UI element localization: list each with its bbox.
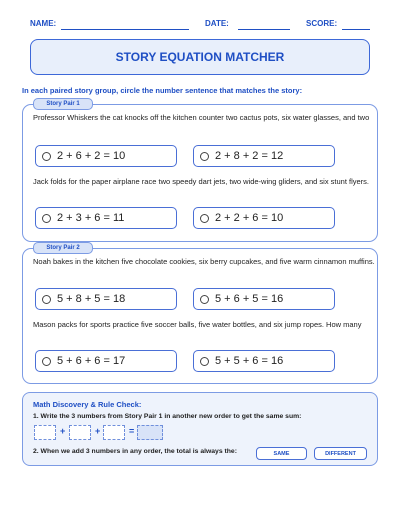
sum-box[interactable] [137, 425, 163, 440]
date-label: DATE: [205, 19, 229, 28]
story-pair-2-tab: Story Pair 2 [33, 242, 93, 254]
different-button[interactable]: DIFFERENT [314, 447, 367, 460]
score-label: SCORE: [306, 19, 338, 28]
instructions: In each paired story group, circle the number sentence that matches the story: [22, 86, 303, 95]
story-pair-1 [22, 104, 378, 242]
answer-circle-icon[interactable] [42, 214, 51, 223]
question-1: 1. Write the 3 numbers from Story Pair 1 in another new order to get the same sum: [33, 413, 302, 420]
answer-circle-icon[interactable] [200, 357, 209, 366]
page-title: STORY EQUATION MATCHER [30, 39, 370, 75]
equation-text: 2 + 6 + 2 = 10 [57, 150, 126, 162]
answer-circle-icon[interactable] [42, 152, 51, 161]
equation-text: 2 + 8 + 2 = 12 [215, 150, 284, 162]
answer-circle-icon[interactable] [200, 152, 209, 161]
equation-text: 2 + 2 + 6 = 10 [215, 212, 284, 224]
number-box-1[interactable] [34, 425, 56, 440]
equation-option[interactable] [193, 288, 335, 310]
worksheet-header [30, 19, 375, 33]
question-2: 2. When we add 3 numbers in any order, the total is always the: [33, 448, 237, 455]
equation-text: 5 + 8 + 5 = 18 [57, 293, 126, 305]
answer-circle-icon[interactable] [42, 357, 51, 366]
math-discovery-box [22, 392, 378, 466]
equation-option[interactable] [193, 350, 335, 372]
equation-text: 5 + 6 + 5 = 16 [215, 293, 284, 305]
equation-option[interactable] [193, 207, 335, 229]
answer-circle-icon[interactable] [200, 214, 209, 223]
equation-option[interactable] [35, 145, 177, 167]
story-pair-2 [22, 248, 378, 384]
number-box-2[interactable] [69, 425, 91, 440]
date-field[interactable] [238, 29, 290, 30]
plus-sign: + [60, 426, 66, 436]
answer-circle-icon[interactable] [42, 295, 51, 304]
discovery-title: Math Discovery & Rule Check: [33, 400, 142, 409]
same-button[interactable]: SAME [256, 447, 307, 460]
story-text: Noah bakes in the kitchen five chocolate cookies, six berry cupcakes, and five warm cinnamon muffins. [33, 257, 375, 266]
name-field[interactable] [61, 29, 189, 30]
equation-option[interactable] [193, 145, 335, 167]
equation-text: 5 + 6 + 6 = 17 [57, 355, 126, 367]
story-text: Professor Whiskers the cat knocks off the kitchen counter two cactus pots, six water glasses, and two [33, 113, 370, 122]
answer-circle-icon[interactable] [200, 295, 209, 304]
number-box-3[interactable] [103, 425, 125, 440]
score-field[interactable] [342, 29, 370, 30]
story-text: Jack folds for the paper airplane race two speedy dart jets, two wide-wing gliders, and six stunt flyers. [33, 177, 369, 186]
equation-text: 5 + 5 + 6 = 16 [215, 355, 284, 367]
equation-option[interactable] [35, 207, 177, 229]
story-text: Mason packs for sports practice five soccer balls, five water bottles, and six jump ropes. How many [33, 320, 362, 329]
equation-text: 2 + 3 + 6 = 11 [57, 212, 125, 224]
story-pair-1-tab: Story Pair 1 [33, 98, 93, 110]
equals-sign: = [129, 426, 135, 436]
equation-option[interactable] [35, 350, 177, 372]
plus-sign: + [95, 426, 101, 436]
equation-option[interactable] [35, 288, 177, 310]
name-label: NAME: [30, 19, 57, 28]
